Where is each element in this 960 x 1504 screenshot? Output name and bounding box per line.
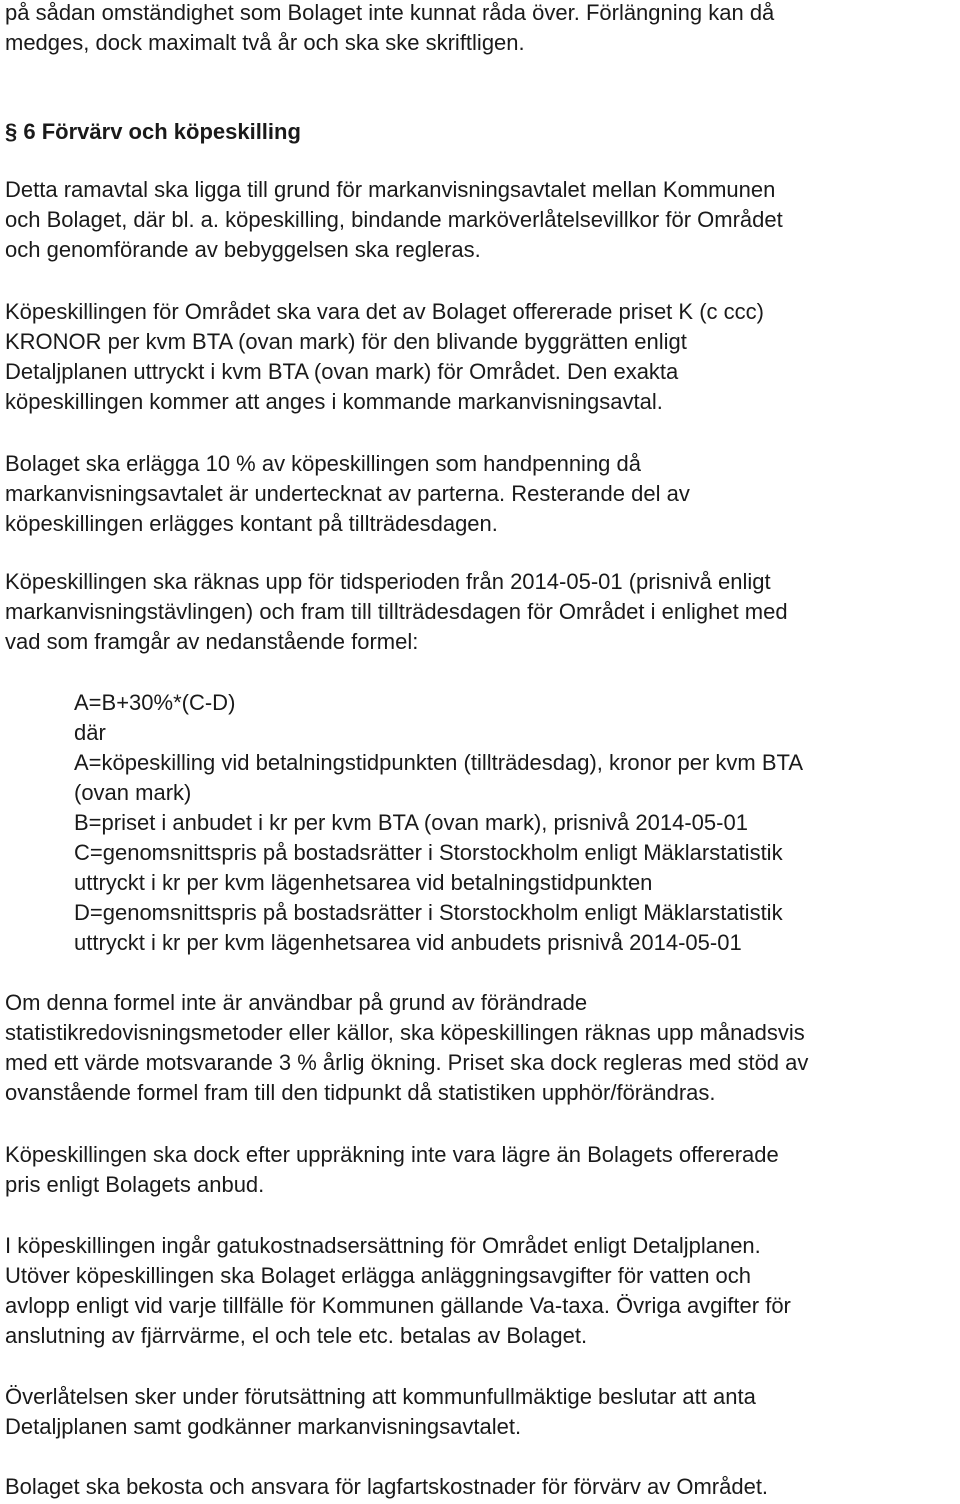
section-heading [5, 117, 301, 147]
text-line: och Bolaget, där bl. a. köpeskilling, bindande marköverlåtelsevillkor för Området [5, 207, 783, 232]
text-line: köpeskillingen erlägges kontant på tillträdesdagen. [5, 511, 498, 536]
text-line: statistikredovisningsmetoder eller källor, ska köpeskillingen räknas upp månadsvis [5, 1020, 805, 1045]
text-line: Detaljplanen uttryckt i kvm BTA (ovan mark) för Området. Den exakta [5, 359, 679, 384]
text-line: I köpeskillingen ingår gatukostnadsersättning för Området enligt Detaljplanen. [5, 1233, 761, 1258]
formula-line: A=B+30%*(C-D) [74, 690, 236, 715]
formula-line: uttryckt i kr per kvm lägenhetsarea vid anbudets prisnivå 2014-05-01 [74, 930, 742, 955]
text-line: på sådan omständighet som Bolaget inte kunnat råda över. Förlängning kan då [5, 0, 775, 25]
text-line: Köpeskillingen för Området ska vara det av Bolaget offererade priset K (c ccc) [5, 299, 764, 324]
paragraph-intro [5, 0, 960, 58]
text-line: Köpeskillingen ska dock efter uppräkning inte vara lägre än Bolagets offererade [5, 1142, 779, 1167]
paragraph-costs [5, 1472, 960, 1502]
paragraph-fees [5, 1231, 960, 1351]
text-line: Detta ramavtal ska ligga till grund för markanvisningsavtalet mellan Kommunen [5, 177, 776, 202]
text-line: vad som framgår av nedanstående formel: [5, 629, 419, 654]
paragraph-condition [5, 1382, 960, 1442]
section-title: 6 Förvärv och köpeskilling [23, 119, 301, 144]
paragraph-deposit [5, 449, 960, 539]
text-line: Detaljplanen samt godkänner markanvisningsavtalet. [5, 1414, 522, 1439]
formula-line: där [74, 720, 106, 745]
text-line: Köpeskillingen ska räknas upp för tidsperioden från 2014-05-01 (prisnivå enligt [5, 569, 771, 594]
section-symbol: § [5, 119, 18, 144]
paragraph-price [5, 297, 960, 417]
text-line: ovanstående formel fram till den tidpunkt då statistiken upphör/förändras. [5, 1080, 716, 1105]
text-line: KRONOR per kvm BTA (ovan mark) för den blivande byggrätten enligt [5, 329, 687, 354]
text-line: Bolaget ska bekosta och ansvara för lagfartskostnader för förvärv av Området. [5, 1474, 769, 1499]
text-line: medges, dock maximalt två år och ska ske skriftligen. [5, 30, 525, 55]
formula-line: D=genomsnittspris på bostadsrätter i Storstockholm enligt Mäklarstatistik [74, 900, 783, 925]
formula-line: B=priset i anbudet i kr per kvm BTA (ovan mark), prisnivå 2014-05-01 [74, 810, 748, 835]
text-line: Utöver köpeskillingen ska Bolaget erlägga anläggningsavgifter för vatten och [5, 1263, 752, 1288]
text-line: markanvisningsavtalet är undertecknat av parterna. Resterande del av [5, 481, 690, 506]
text-line: Bolaget ska erlägga 10 % av köpeskillingen som handpenning då [5, 451, 641, 476]
text-line: pris enligt Bolagets anbud. [5, 1172, 265, 1197]
paragraph-indexation [5, 567, 960, 657]
paragraph-section6 [5, 175, 960, 265]
formula-line: C=genomsnittspris på bostadsrätter i Storstockholm enligt Mäklarstatistik [74, 840, 783, 865]
paragraph-minimum [5, 1140, 960, 1200]
text-line: avlopp enligt vid varje tillfälle för Kommunen gällande Va-taxa. Övriga avgifter för [5, 1293, 791, 1318]
text-line: markanvisningstävlingen) och fram till tillträdesdagen för Området i enlighet med [5, 599, 788, 624]
formula-line: A=köpeskilling vid betalningstidpunkten (tillträdesdag), kronor per kvm BTA [74, 750, 804, 775]
text-line: anslutning av fjärrvärme, el och tele etc. betalas av Bolaget. [5, 1323, 588, 1348]
formula-line: (ovan mark) [74, 780, 192, 805]
text-line: med ett värde motsvarande 3 % årlig ökning. Priset ska dock regleras med stöd av [5, 1050, 809, 1075]
text-line: köpeskillingen kommer att anges i kommande markanvisningsavtal. [5, 389, 663, 414]
text-line: och genomförande av bebyggelsen ska regleras. [5, 237, 481, 262]
formula-line: uttryckt i kr per kvm lägenhetsarea vid betalningstidpunkten [74, 870, 653, 895]
text-line: Överlåtelsen sker under förutsättning att kommunfullmäktige beslutar att anta [5, 1384, 756, 1409]
text-line: Om denna formel inte är användbar på grund av förändrade [5, 990, 588, 1015]
formula-block [74, 688, 954, 958]
paragraph-fallback [5, 988, 960, 1108]
